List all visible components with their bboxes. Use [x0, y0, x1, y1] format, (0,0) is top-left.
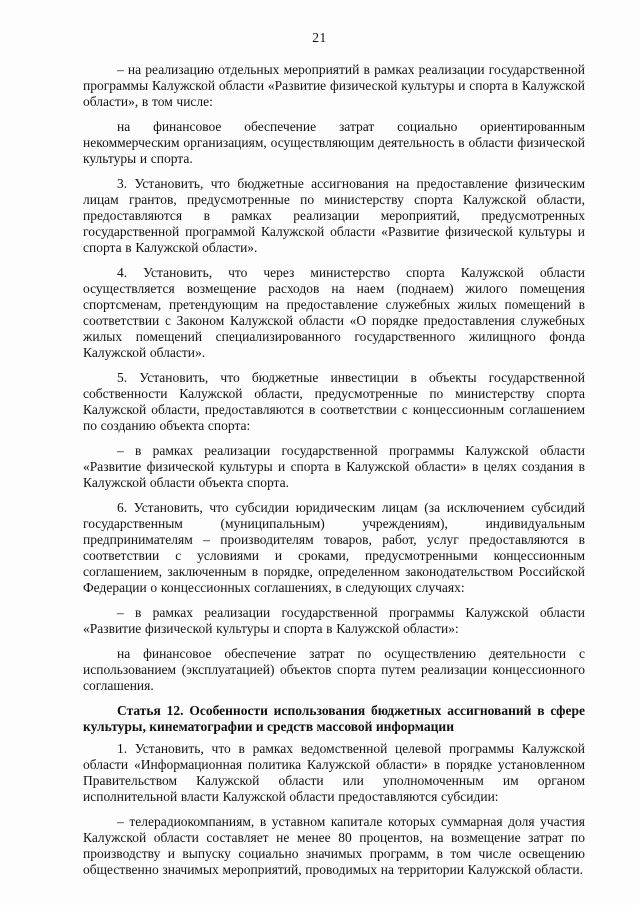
paragraph: – на реализацию отдельных мероприятий в рамках реализации государственной программы Калужской области «Развитие физической культуры и спорта в Калужской области», в том числе:: [83, 62, 585, 110]
paragraph: 3. Установить, что бюджетные ассигнования на предоставление физическим лицам грантов, предусмотренные по министерству спорта Калужской области, предоставляются в рамках реализации мероприятий, предусмотренных государственной программой Калужской области «Развитие физической культуры и спорта в Калужской области».: [83, 175, 585, 256]
page-number: 21: [312, 30, 327, 45]
document-body: [83, 62, 585, 887]
paragraph: на финансовое обеспечение затрат социально ориентированным некоммерческим организациям, осуществляющим деятельность в области физической культуры и спорта.: [83, 118, 585, 167]
paragraph: – в рамках реализации государственной программы Калужской области «Развитие физической культуры и спорта в Калужской области» в целях создания в Калужской области объекта спорта.: [83, 442, 585, 491]
paragraph: 4. Установить, что через министерство спорта Калужской области осуществляется возмещение расходов на наем (поднаем) жилого помещения спортсменам, претендующим на предоставление служебных жилых помещений в соответствии с Законом Калужской области «О порядке предоставления служебных жилых помещений специализированного государственного жилищного фонда Калужской области».: [83, 264, 585, 361]
paragraph: – телерадиокомпаниям, в уставном капитале которых суммарная доля участия Калужской области составляет не менее 80 процентов, на возмещение затрат по производству и выпуску социально значимых программ, в том числе освещению общественно значимых мероприятий, проводимых на территории Калужской области.: [83, 813, 585, 878]
paragraph: 5. Установить, что бюджетные инвестиции в объекты государственной собственности Калужской области, предусмотренные по министерству спорта Калужской области, предоставляются в соответствии с концессионным соглашением по созданию объекта спорта:: [83, 369, 585, 434]
article-heading: Статья 12. Особенности использования бюджетных ассигнований в сфере культуры, кинематографии и средств массовой информации: [83, 702, 585, 734]
paragraph: на финансовое обеспечение затрат по осуществлению деятельности с использованием (эксплуатацией) объектов спорта путем реализации концессионного соглашения.: [83, 645, 585, 693]
paragraph: – в рамках реализации государственной программы Калужской области «Развитие физической культуры и спорта в Калужской области»:: [83, 604, 585, 637]
paragraph: 1. Установить, что в рамках ведомственной целевой программы Калужской области «Информационная политика Калужской области» в порядке установленном Правительством Калужской области или уполномоченным им органом исполнительной власти Калужской области предоставляются субсидии:: [83, 740, 585, 805]
paragraph: 6. Установить, что субсидии юридическим лицам (за исключением субсидий государственным (муниципальным) учреждениям), индивидуальным предпринимателям – производителям товаров, работ, услуг предоставляются в соответствии с условиями и сроками, предусмотренными концессионным соглашением, заключенным в порядке, определенном законодательством Российской Федерации о концессионных соглашениях, в следующих случаях:: [83, 499, 585, 596]
